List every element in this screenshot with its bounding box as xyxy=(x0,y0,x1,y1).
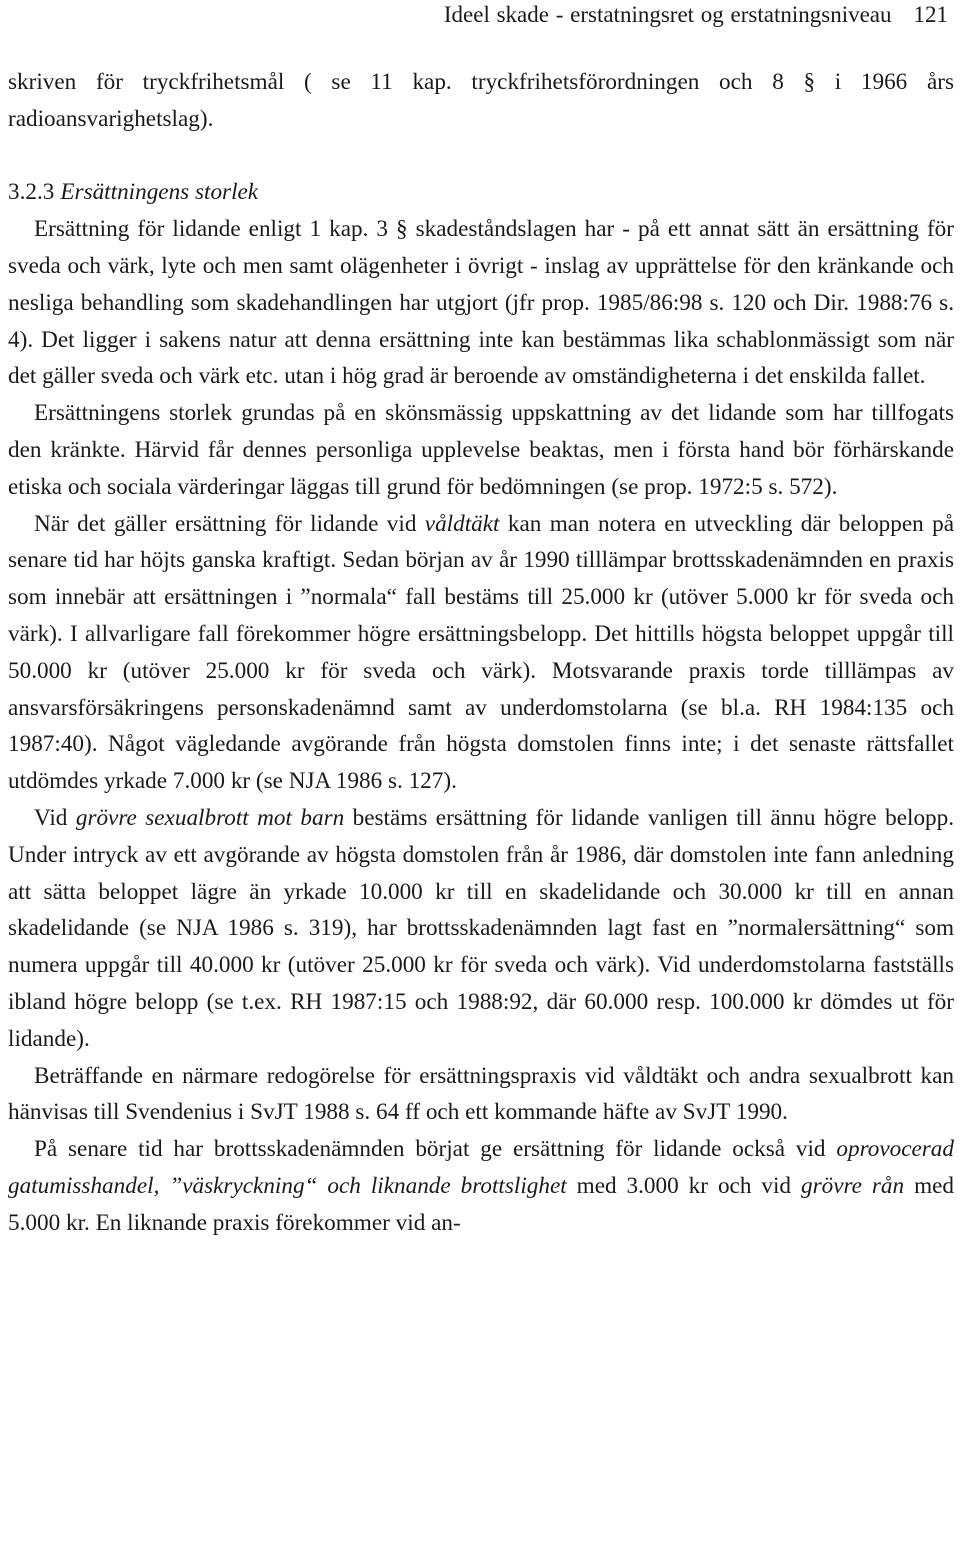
paragraph-3-emphasis: våldtäkt xyxy=(424,510,500,537)
paragraph-4-part-1: Vid xyxy=(34,804,76,831)
paragraph-6 xyxy=(8,1131,954,1241)
paragraph-3 xyxy=(8,506,954,800)
paragraph-6-emphasis-2: grövre rån xyxy=(800,1172,905,1199)
paragraph-6-emphasis-1: oprovocerad gatumisshandel, ”väskryckning“ och liknande brottslighet xyxy=(8,1136,954,1199)
paragraph-6-part-2: med 3.000 kr och vid xyxy=(566,1172,801,1199)
body-text xyxy=(8,64,954,1242)
section-heading xyxy=(8,174,954,211)
paragraph-1: Ersättning för lidande enligt 1 kap. 3 § skadeståndslagen har - på ett annat sätt än ersättning för sveda och värk, lyte och men samt olägenheter i övrigt - inslag av upprättelse för den kränkande och nesliga behandling som skadehandlingen har utgjort (jfr prop. 1985/86:98 s. 120 och Dir. 1988:76 s. 4). Det ligger i sakens natur att denna ersättning inte kan bestämmas lika schablonmässigt som när det gäller sveda och värk etc. utan i hög grad är beroende av omständigheterna i det enskilda fallet. xyxy=(8,216,954,390)
paragraph-continued: skriven för tryckfrihetsmål ( se 11 kap. tryckfrihetsförordningen och 8 § i 1966 års radioansvarighetslag). xyxy=(8,69,954,132)
paragraph-5: Beträffande en närmare redogörelse för ersättningspraxis vid våldtäkt och andra sexualbrott kan hänvisas till Svendenius i SvJT 1988 s. 64 ff och ett kommande häfte av SvJT 1990. xyxy=(8,1062,954,1126)
running-header xyxy=(444,0,948,30)
paragraph-2: Ersättningens storlek grundas på en skönsmässig uppskattning av det lidande som har tillfogats den kränkte. Härvid får dennes personliga upplevelse beaktas, men i första hand bör förhärskande etiska och sociala värderingar läggas till grund för bedömningen (se prop. 1972:5 s. 572). xyxy=(8,400,954,500)
paragraph-4 xyxy=(8,800,954,1058)
paragraph-3-part-2: kan man notera en utveckling där beloppen på senare tid har höjts ganska kraftigt. Sedan början av år 1990 tilllämpar brottsskadenämnden en praxis som innebär att ersättningen i ”normala“ fall bestäms till 25.000 kr (utöver 5.000 kr för sveda och värk). I allvarligare fall förekommer högre ersättningsbelopp. Det hittills högsta beloppet uppgår till 50.000 kr (utöver 25.000 kr för sveda och värk). Motsvarande praxis torde tilllämpas av ansvarsförsäkringens personskadenämnd samt av underdomstolarna (se bl.a. RH 1984:135 och 1987:40). Något vägledande avgörande från högsta domstolen finns inte; i det senaste rättsfallet utdömdes yrkade 7.000 kr (se NJA 1986 s. 127). xyxy=(8,510,954,795)
section-number: 3.2.3 xyxy=(8,179,55,206)
paragraph-4-emphasis: grövre sexualbrott mot barn xyxy=(75,804,345,831)
paragraph-6-part-3: med 5.000 kr. En liknande praxis förekommer vid an- xyxy=(8,1172,955,1236)
running-title: Ideel skade - erstatningsret og erstatningsniveau xyxy=(443,2,892,27)
paragraph-4-part-2: bestäms ersättning för lidande vanligen till ännu högre belopp. Under intryck av ett avgörande av högsta domstolen från år 1986, där domstolen inte fann anledning att sätta beloppet lägre än yrkade 10.000 kr till en skadelidande och 30.000 kr till en annan skadelidande (se NJA 1986 s. 319), har brottsskadenämnden lagt fast en ”normalersättning“ som numera uppgår till 40.000 kr (utöver 25.000 kr för sveda och värk). Vid underdomstolarna fastställs ibland högre belopp (se t.ex. RH 1987:15 och 1988:92, där 60.000 resp. 100.000 kr dömdes ut för lidande). xyxy=(8,804,955,1052)
paragraph-3-part-1: När det gäller ersättning för lidande vid xyxy=(34,510,425,537)
paragraph-6-part-1: På senare tid har brottsskadenämnden börjat ge ersättning för lidande också vid xyxy=(34,1136,837,1163)
section-title: Ersättningens storlek xyxy=(60,179,259,206)
page-number: 121 xyxy=(913,2,948,27)
